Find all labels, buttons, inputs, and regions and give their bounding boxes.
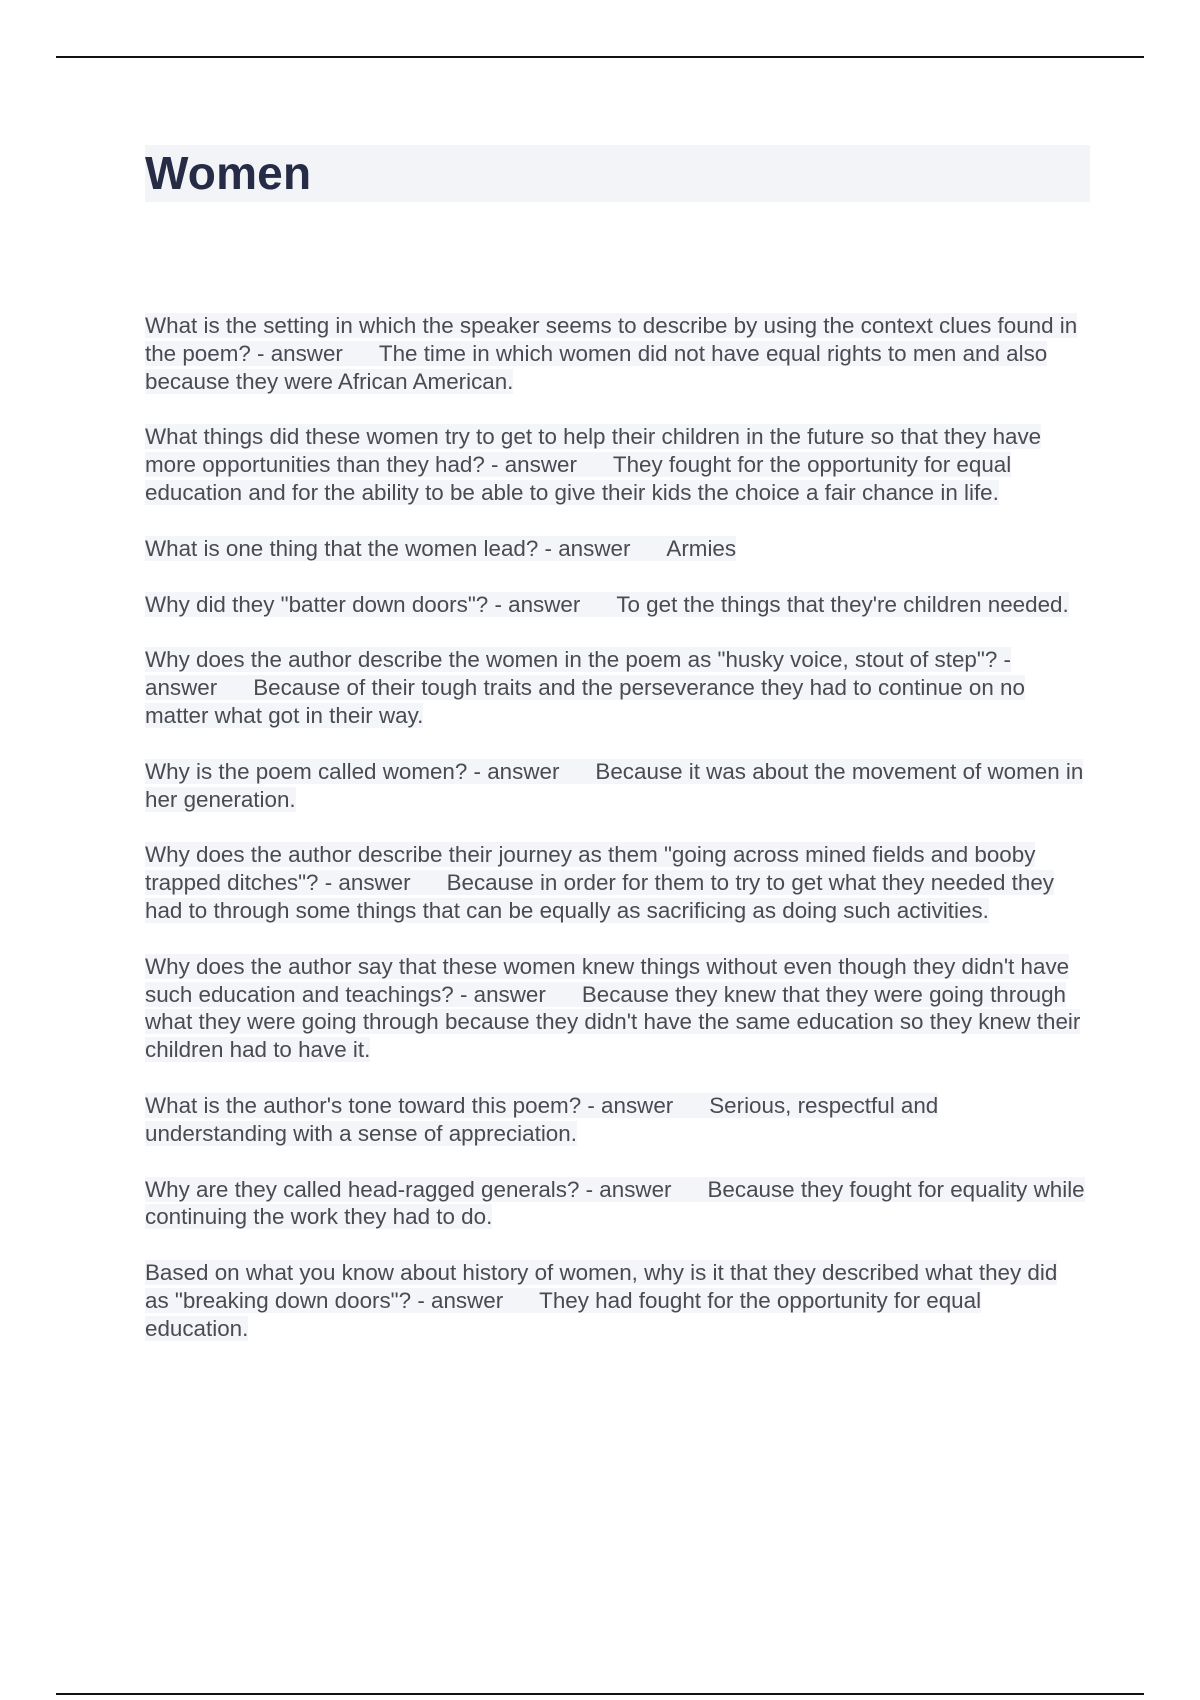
question-text: Why is the poem called women? xyxy=(145,758,468,784)
answer-text: Because it was about the movement of women in her generation. xyxy=(145,758,1084,812)
answer-text: They had fought for the opportunity for equal education. xyxy=(145,1287,982,1341)
qa-item xyxy=(145,423,1085,506)
qa-item xyxy=(145,1259,1085,1342)
question-text: Based on what you know about history of women, why is it that they described what they did as "breaking down doors"? xyxy=(145,1260,1058,1313)
question-text: Why did they "batter down doors"? xyxy=(145,591,489,617)
question-text: What is the setting in which the speaker seems to describe by using the context clues found in the poem? xyxy=(145,313,1078,366)
question-text: Why does the author describe their journey as them "going across mined fields and booby trapped ditches"? xyxy=(145,842,1036,896)
question-text: What is the author's tone toward this poem? xyxy=(145,1092,582,1118)
answer-text: The time in which women did not have equal rights to men and also because they were African American. xyxy=(145,340,1048,394)
question-text: Why are they called head-ragged generals? xyxy=(145,1176,580,1202)
qa-item xyxy=(145,1092,1085,1148)
qa-item xyxy=(145,312,1085,395)
answer-text: They fought for the opportunity for equal education and for the ability to be able to give their kids the choice a fair chance in life. xyxy=(145,452,1012,505)
qa-item xyxy=(145,591,1085,619)
answer-separator: - answer xyxy=(581,1092,674,1118)
answer-text: Because of their tough traits and the perseverance they had to continue on no matter what got in their way. xyxy=(145,675,1025,728)
answer-separator: - answer xyxy=(488,591,581,617)
answer-separator: - answer xyxy=(453,981,546,1007)
answer-separator: - answer xyxy=(579,1176,672,1202)
answer-text: Because they knew that they were going through what they were going through because they didn't have the same education so they knew their children had to have it. xyxy=(145,981,1081,1063)
answer-text: Because they fought for equality while continuing the work they had to do. xyxy=(145,1176,1085,1230)
qa-item xyxy=(145,1176,1085,1232)
answer-separator: - answer xyxy=(538,535,631,561)
qa-item xyxy=(145,953,1085,1064)
qa-item xyxy=(145,758,1085,814)
answer-separator: - answer xyxy=(484,452,577,478)
bottom-rule xyxy=(56,1693,1144,1695)
question-text: What is one thing that the women lead? xyxy=(145,535,539,561)
answer-separator: - answer xyxy=(467,758,560,784)
answer-separator: - answer xyxy=(411,1287,504,1313)
answer-text: Serious, respectful and understanding with a sense of appreciation. xyxy=(145,1092,939,1146)
answer-separator: - answer xyxy=(145,647,1011,701)
answer-separator: - answer xyxy=(250,340,343,366)
top-rule xyxy=(56,56,1144,58)
page-title: Women xyxy=(145,147,312,199)
answer-text: Because in order for them to try to get what they needed they had to through some things that can be equally as sacrificing as doing such activities. xyxy=(145,870,1054,923)
qa-item xyxy=(145,646,1085,729)
question-text: Why does the author describe the women in the poem as "husky voice, stout of step"? xyxy=(145,647,998,673)
answer-separator: - answer xyxy=(318,870,411,896)
qa-item xyxy=(145,535,1085,563)
answer-text: To get the things that they're children needed. xyxy=(616,591,1069,617)
answer-text: Armies xyxy=(666,535,737,561)
qa-item xyxy=(145,841,1085,924)
question-text: Why does the author say that these women knew things without even though they didn't have such education and teachings? xyxy=(145,953,1070,1007)
qa-list xyxy=(145,312,1085,1371)
question-text: What things did these women try to get to help their children in the future so that they have more opportunities than they had? xyxy=(145,424,1042,478)
